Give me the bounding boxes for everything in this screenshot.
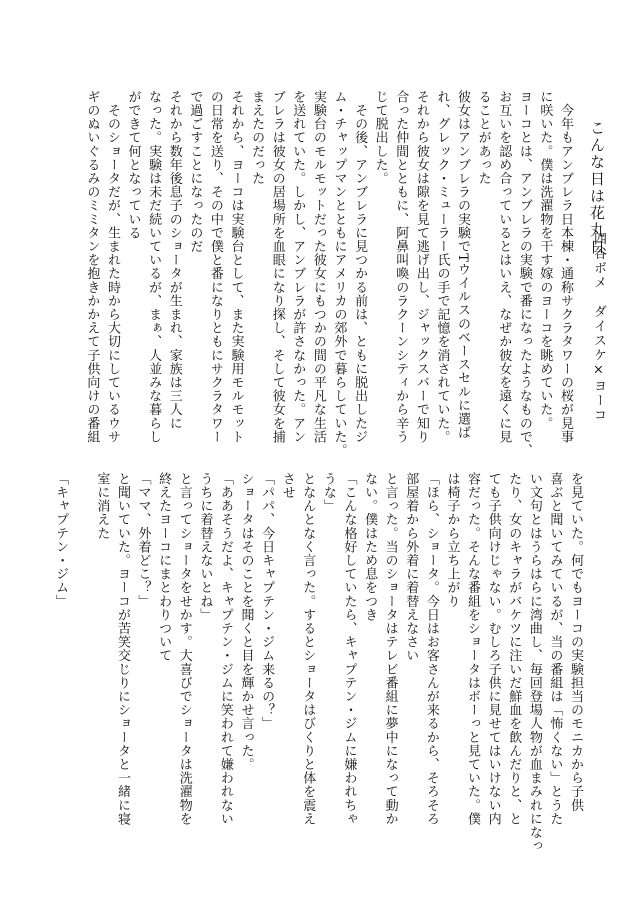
author-line: 四谷ボメ ダイスケ×ヨーコ xyxy=(591,232,606,423)
story-title: こんな日は花丸日 xyxy=(588,120,606,256)
body-text-upper: 今年もアンブレラ日本棟・通称サクラタワーの桜が見事 に咲いた。僕は洗濯物を干す嫁のヨーコを眺めていた。 ヨーコとは、アンブレラの実験で番になったようなもので、 お互いを認め合っているとはいえ、なぜか彼女を遠くに見 ることがあった 彼女はアンブレラの実験でTウイルスのベースセルに選ば れ、グレック・ミューラー氏の手で記憶を消されていた。 それから彼女は隙を見て逃げ出し、ジャックスバーで知り 合った仲間とともに、阿鼻叫喚のラクーンシティから辛う じて脱出した。 その後、アンブレラに見つかる前は、ともに脱出したジ ム・チャップマンとともにアメリカの郊外で暮らしていた。 実験台のモルモットだった彼女にもつかの間の平凡な生活 を送れていた。しかし、アンブレラが許さなかった。アン ブレラは彼女の居場所を血眼になり探し、そして彼女を捕 まえたのだった それから、ヨーコは実験台として、また実験用モルモット の日常を送り、その中で僕と番になりともにサクラタワー で過ごすことになったのだ それから数年後息子のショータが生まれ、家族は三人に なった。実験は未だ続いているが、まぁ、人並みな暮らし ができて何となっている そのショータだが、生まれた時から大切にしているウサ ギのぬいぐるみのミミタンを抱きかかえて子供向けの番組 xyxy=(84,90,573,458)
body-text-lower: を見ていた。何でもヨーコの実験担当のモニカから子供 喜ぶと聞いてみているが、当の番組は「怖くない」とうた い文句とはうらはらに湾曲し、毎回登場人物が血まみれになっ たり、女のキャラがバケツに注いだ鮮血を飲んだりと、と ても子供向けじゃない。むしろ子供に見せてはいけない内 容だった。そんな番組をショータはボーっと見ていた。僕 は椅子から立ち上がり 「ほら、ショータ。今日はお客さんが来るから、そろそろ 部屋着から外着に着替えなさい と言った。当のショータはテレビ番組に夢中になって動か ない。僕はため息をつき 「こんな格好していたら、キャプテン・ジムに嫌われちゃ うな」 となんとなく言った。するとショータはびくりと体を震え させ 「パパ、今日キャプテン・ジム来るの？」 ショータはそのことを聞くと目を輝かせ言った。 「ああそうだよ、キャプテン・ジムに笑われて嫌われない うちに着替えないとね」 と言ってショータをせかす。大喜びでショータは洗濯物を 終えたヨーコにまとわりついて 「ママ、外着どこ？」 と聞いていた。ヨーコが苦笑交じりにショータと一緒に寝 室に消えた 「キャプテン・ジム」 xyxy=(53,472,583,853)
